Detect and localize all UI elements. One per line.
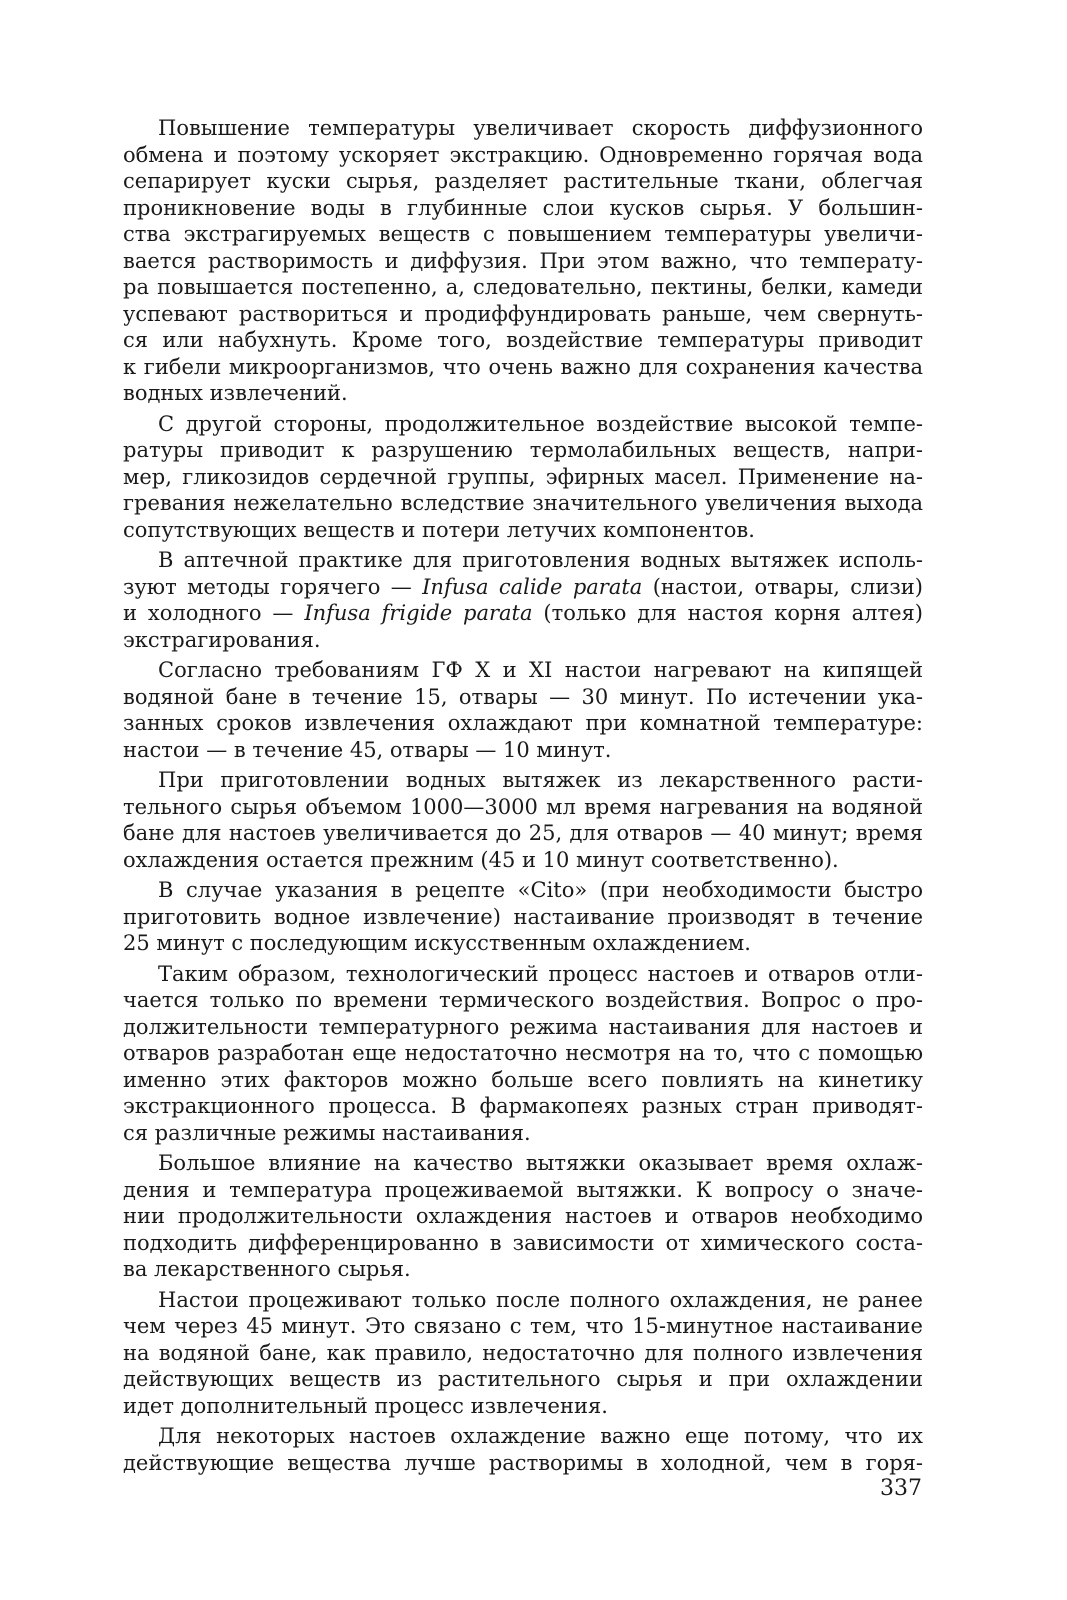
- text-line: бане для настоев увеличивается до 25, для отваров — 40 минут; время: [123, 821, 923, 845]
- text-line: В аптечной практике для приготовления водных вытяжек исполь-: [158, 548, 923, 572]
- page-body: [123, 115, 923, 1476]
- text-line: и холодного — Infusa frigide parata (только для настоя корня алтея): [123, 601, 923, 625]
- paragraph: [123, 657, 923, 763]
- text-line: дения и температура процеживаемой вытяжки. К вопросу о значе-: [123, 1177, 923, 1202]
- text-line: Настои процеживают только после полного охлаждения, не ранее: [158, 1287, 923, 1312]
- text-line: проникновение воды в глубинные слои кусков сырья. У большин-: [123, 195, 923, 220]
- paragraph: [123, 115, 923, 407]
- text-line: водяной бане в течение 15, отвары — 30 минут. По истечении ука-: [123, 684, 923, 709]
- text-line: ся или набухнуть. Кроме того, воздействие температуры приводит: [123, 328, 923, 352]
- text-line: сепарирует куски сырья, разделяет растительные ткани, облегчая: [123, 169, 923, 193]
- text-line: экстракционного процесса. В фармакопеях разных стран приводят-: [123, 1094, 923, 1118]
- text-line: Большое влияние на качество вытяжки оказывает время охлаж-: [158, 1151, 923, 1175]
- text-line: подходить дифференцированно в зависимости от химического соста-: [123, 1230, 923, 1255]
- text-line: гревания нежелательно вследствие значительного увеличения выхода: [123, 491, 923, 515]
- text-line: Согласно требованиям ГФ X и XI настои нагревают на кипящей: [158, 658, 923, 682]
- text-line: отваров разработан еще недостаточно несмотря на то, что с помощью: [123, 1041, 923, 1065]
- text-line: ра повышается постепенно, а, следовательно, пектины, белки, камеди: [123, 275, 923, 299]
- text-line: тельного сырья объемом 1000—3000 мл время нагревания на водяной: [123, 794, 923, 819]
- text-line: должительности температурного режима настаивания для настоев и: [123, 1014, 923, 1039]
- text-line: экстрагирования.: [123, 627, 321, 652]
- paragraph: [123, 767, 923, 873]
- text-line: охлаждения остается прежним (45 и 10 минут соответственно).: [123, 847, 839, 872]
- text-line: Таким образом, технологический процесс настоев и отваров отли-: [158, 961, 923, 986]
- text-line: вается растворимость и диффузия. При этом важно, что температу-: [123, 248, 923, 273]
- text-line: обмена и поэтому ускоряет экстракцию. Одновременно горячая вода: [123, 142, 923, 167]
- text-line: Для некоторых настоев охлаждение важно еще потому, что их: [158, 1424, 923, 1448]
- text-line: именно этих факторов можно больше всего повлиять на кинетику: [123, 1067, 923, 1092]
- text-line: Повышение температуры увеличивает скорость диффузионного: [158, 116, 923, 140]
- text-line: на водяной бане, как правило, недостаточно для полного извлечения: [123, 1340, 923, 1365]
- text-line: занных сроков извлечения охлаждают при комнатной температуре:: [123, 711, 923, 735]
- paragraph: [123, 411, 923, 544]
- text-line: ства экстрагируемых веществ с повышением температуры увеличи-: [123, 222, 923, 246]
- paragraph: [123, 1423, 923, 1476]
- text-line: мер, гликозидов сердечной группы, эфирных масел. Применение на-: [123, 464, 923, 489]
- text-line: водных извлечений.: [123, 381, 348, 405]
- text-line: зуют методы горячего — Infusa calide parata (настои, отвары, слизи): [123, 574, 923, 599]
- text-line: приготовить водное извлечение) настаивание производят в течение: [123, 904, 923, 929]
- text-line: успевают раствориться и продиффундировать раньше, чем свернуть-: [123, 301, 923, 326]
- page-number: 337: [880, 1476, 922, 1501]
- paragraph: [123, 877, 923, 957]
- text-line: настои — в течение 45, отвары — 10 минут.: [123, 737, 612, 762]
- text-line: к гибели микроорганизмов, что очень важно для сохранения качества: [123, 354, 923, 379]
- text-line: ва лекарственного сырья.: [123, 1257, 411, 1281]
- text-line: С другой стороны, продолжительное воздействие высокой темпе-: [158, 411, 923, 436]
- text-line: нии продолжительности охлаждения настоев и отваров необходимо: [123, 1204, 923, 1228]
- text-line: действующие вещества лучше растворимы в холодной, чем в горя-: [123, 1450, 923, 1475]
- text-line: ся различные режимы настаивания.: [123, 1120, 531, 1145]
- text-line: чается только по времени термического воздействия. Вопрос о про-: [123, 988, 923, 1012]
- text-line: В случае указания в рецепте «Cito» (при необходимости быстро: [158, 878, 923, 902]
- paragraph: [123, 1150, 923, 1283]
- text-line: 25 минут с последующим искусственным охлаждением.: [123, 931, 751, 955]
- text-line: сопутствующих веществ и потери летучих компонентов.: [123, 517, 755, 542]
- text-line: идет дополнительный процесс извлечения.: [123, 1393, 608, 1418]
- paragraph: [123, 1287, 923, 1420]
- paragraph: [123, 547, 923, 653]
- text-line: действующих веществ из растительного сырья и при охлаждении: [123, 1367, 923, 1391]
- paragraph: [123, 961, 923, 1147]
- text-line: чем через 45 минут. Это связано с тем, что 15-минутное настаивание: [123, 1314, 923, 1338]
- text-line: ратуры приводит к разрушению термолабильных веществ, напри-: [123, 438, 923, 462]
- text-line: При приготовлении водных вытяжек из лекарственного расти-: [158, 768, 923, 792]
